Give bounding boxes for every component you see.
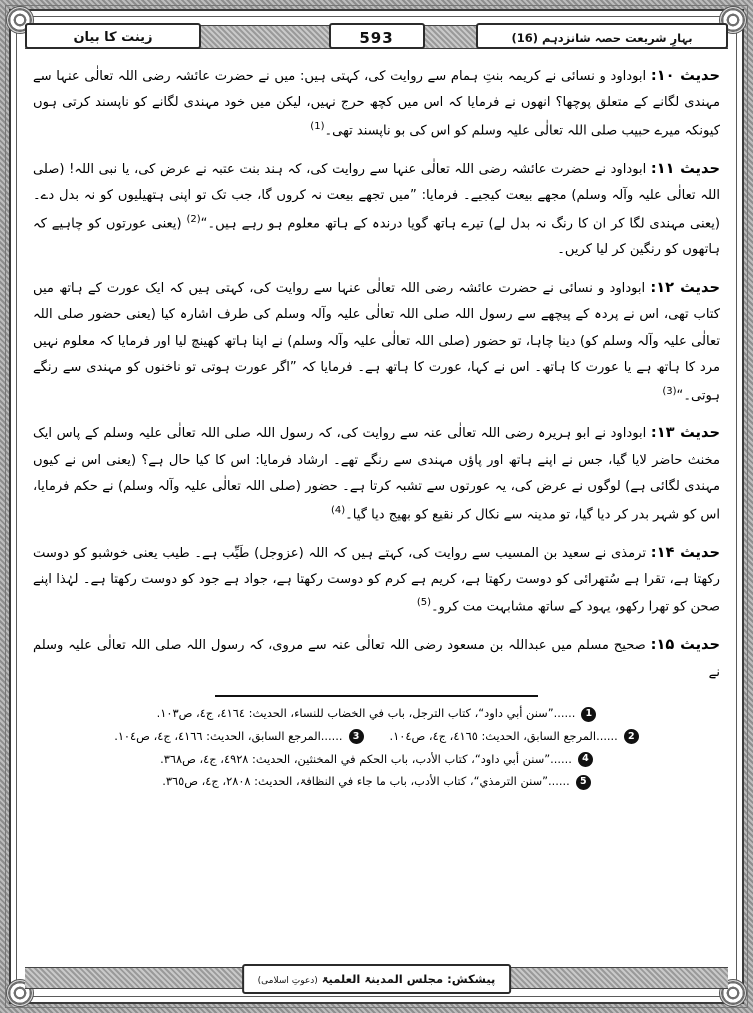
- footnote-number: 3: [349, 729, 364, 744]
- hadith-body: ابوداود و نسائی نے کریمہ بنتِ ہمام سے روایت کی، کہتی ہیں: میں نے حضرت عائشہ رضی اللہ تعالٰی عنہا سے مہندی لگانے کے متعلق پوچھا؟ انھوں نے فرمایا کہ اس میں کچھ حرج نہیں، لیکن میں خود مہندی لگانے کو ناپسند کرتی ہوں کیونکہ میرے حبیب صلی اللہ تعالٰی علیہ وسلم کو اس کی بو ناپسند تھی۔: [33, 69, 720, 139]
- footnote-text: ......المرجع السابق، الحدیث: ٤١٦٥، ج٤، ص١٠٤.: [389, 728, 618, 743]
- hadith-label: حدیث ۱۵:: [650, 636, 720, 654]
- hadith-label: حدیث ۱۰:: [650, 67, 720, 84]
- page-header: [25, 23, 728, 51]
- page-number: 593: [329, 23, 425, 49]
- footnote-item: [35, 771, 718, 793]
- footnote-item: [114, 726, 363, 748]
- footnote-ref: (1): [310, 120, 325, 132]
- hadith-paragraph: [33, 418, 720, 528]
- footnote-number: 2: [624, 729, 639, 744]
- footnote-item: [35, 703, 718, 725]
- footnote-text: ......”سنن أبي داود“، کتاب الترجل، باب في الخضاب للنساء، الحدیث: ٤١٦٤، ج٤، ص١٠٣.: [156, 706, 576, 721]
- hadith-paragraph: [33, 538, 720, 622]
- hadith-body: ابوداود و نسائی نے حضرت عائشہ رضی اللہ تعالٰی عنہا سے روایت کی، کہتی ہیں کہ ایک عورت کے ہاتھ میں کتاب تھی، اس نے پردہ کے پیچھے سے رسول اللہ صلی اللہ تعالٰی علیہ وآلہ وسلم کی طرف اشارہ کیا (یعنی حضور صلی اللہ تعالٰی علیہ وآلہ وسلم کو) دینا چاہا، تو حضور (صلی اللہ تعالٰی علیہ وآلہ وسلم) نے اپنا ہاتھ کھینچ لیا اور فرمایا کہ معلوم نہیں مرد کا ہاتھ ہے یا عورت کا ہاتھ۔ اس نے کہا، عورت کا ہاتھ ہے۔ فرمایا کہ ”اگر عورت ہوتی تو ناخنوں کو مہندی سے رنگے ہوتی۔“: [33, 280, 720, 403]
- footnote-divider: [215, 695, 538, 697]
- page-border: [9, 9, 744, 1004]
- hadith-body: صحیح مسلم میں عبداللہ بن مسعود رضی اللہ تعالٰی عنہ سے مروی، کہ رسول اللہ صلی اللہ تعالٰی علیہ وسلم نے: [33, 638, 720, 680]
- hadith-paragraph: [33, 61, 720, 145]
- footnote-number: 5: [576, 775, 591, 790]
- publisher-label: پیشکش:: [447, 972, 496, 986]
- footnotes: [25, 703, 728, 793]
- footnote-ref: (2): [186, 213, 201, 225]
- hadith-paragraph: [33, 273, 720, 410]
- footnote-row: [35, 726, 718, 749]
- publisher-credit: [242, 964, 512, 994]
- footnote-text: ......”سنن أبي داود“، کتاب الأدب، باب الحکم في المخنثین، الحدیث: ٤٩٢٨، ج٤، ص٣٦٨.: [160, 751, 572, 766]
- footnote-number: 1: [581, 707, 596, 722]
- hadith-label: حدیث ۱۲:: [650, 278, 720, 296]
- publisher-name: مجلس المدینۃ العلمیۃ: [321, 972, 444, 986]
- footnote-ref: (3): [662, 385, 677, 397]
- book-title: بہارِ شریعت حصہ شانزدہم (16): [476, 23, 728, 49]
- hadith-body: ابوداود نے حضرت عائشہ رضی اللہ تعالٰی عنہا سے روایت کی، کہ ہند بنت عتبہ نے عرض کی، یا نبی اللہ! (صلی اللہ تعالٰی علیہ وآلہ وسلم) مجھے بیعت کیجیے۔ فرمایا: ”میں تجھے بیعت نہ کروں گا، جب تک تو اپنی ہتھیلیوں کو نہ بدل دے۔ (یعنی مہندی لگا کر ان کا رنگ نہ بدل لے) تیرے ہاتھ گویا درندہ کے ہاتھ معلوم ہو رہے ہیں۔“: [33, 161, 720, 231]
- footnote-item: [35, 749, 718, 771]
- hadith-body-tail: (یعنی عورتوں کو چاہیے کہ ہاتھوں کو رنگین کر لیا کریں۔: [33, 215, 720, 258]
- hadith-body: ابوداود نے ابو ہریرہ رضی اللہ تعالٰی عنہ سے روایت کی، کہ رسول اللہ صلی اللہ تعالٰی علیہ وسلم کے پاس ایک مخنث حاضر لایا گیا، جس نے اپنے ہاتھ اور پاؤں مہندی سے رنگے تھے۔ ارشاد فرمایا: اس کا کیا حال ہے؟ (یعنی اس نے کیوں مہندی لگائی ہے) لوگوں نے عرض کی، یہ عورتوں سے تشبہ کرتا ہے۔ حضور (صلی اللہ تعالٰی علیہ وآلہ وسلم) نے حکم فرمایا، اس کو شہر بدر کر دیا گیا، تو مدینہ سے نکال کر نقیع کو بھیج دیا گیا۔: [33, 426, 720, 523]
- footnote-text: ......المرجع السابق، الحدیث: ٤١٦٦، ج٤، ص١٠٤.: [114, 728, 343, 743]
- page-content: [25, 23, 728, 990]
- hadith-label: حدیث ۱۴:: [650, 543, 720, 561]
- footnote-item: [390, 726, 639, 748]
- hadith-paragraph: [33, 630, 720, 686]
- publisher-sub: (دعوتِ اسلامی): [257, 976, 318, 986]
- hadith-label: حدیث ۱۱:: [650, 159, 720, 177]
- hadith-paragraph: [33, 154, 720, 264]
- footnote-text: ......”سنن الترمذي“، کتاب الأدب، باب ما جاء في النظافۃ، الحدیث: ٢٨٠٨، ج٤، ص٣٦٥.: [162, 774, 570, 789]
- chapter-title: زینت کا بیان: [25, 23, 201, 49]
- page-footer: [25, 964, 728, 990]
- hadith-label: حدیث ۱۳:: [650, 424, 720, 442]
- footnote-number: 4: [578, 752, 593, 767]
- body-text: [25, 55, 728, 686]
- footnote-ref: (5): [416, 597, 431, 609]
- footnote-ref: (4): [330, 504, 346, 516]
- hadith-body: ترمذی نے سعید بن المسیب سے روایت کی، کہتے ہیں کہ اللہ (عزوجل) طَیِّب ہے۔ طیب یعنی خوشبو کو دوست رکھتا ہے، تقرا ہے سُتھرائی کو دوست رکھتا ہے، کریم ہے کرم کو دوست رکھتا ہے، جواد ہے جود کو دوست رکھتا ہے۔ لہٰذا اپنے صحن کو تھرا رکھو، یہود کے ساتھ مشابہت مت کرو۔: [33, 545, 720, 615]
